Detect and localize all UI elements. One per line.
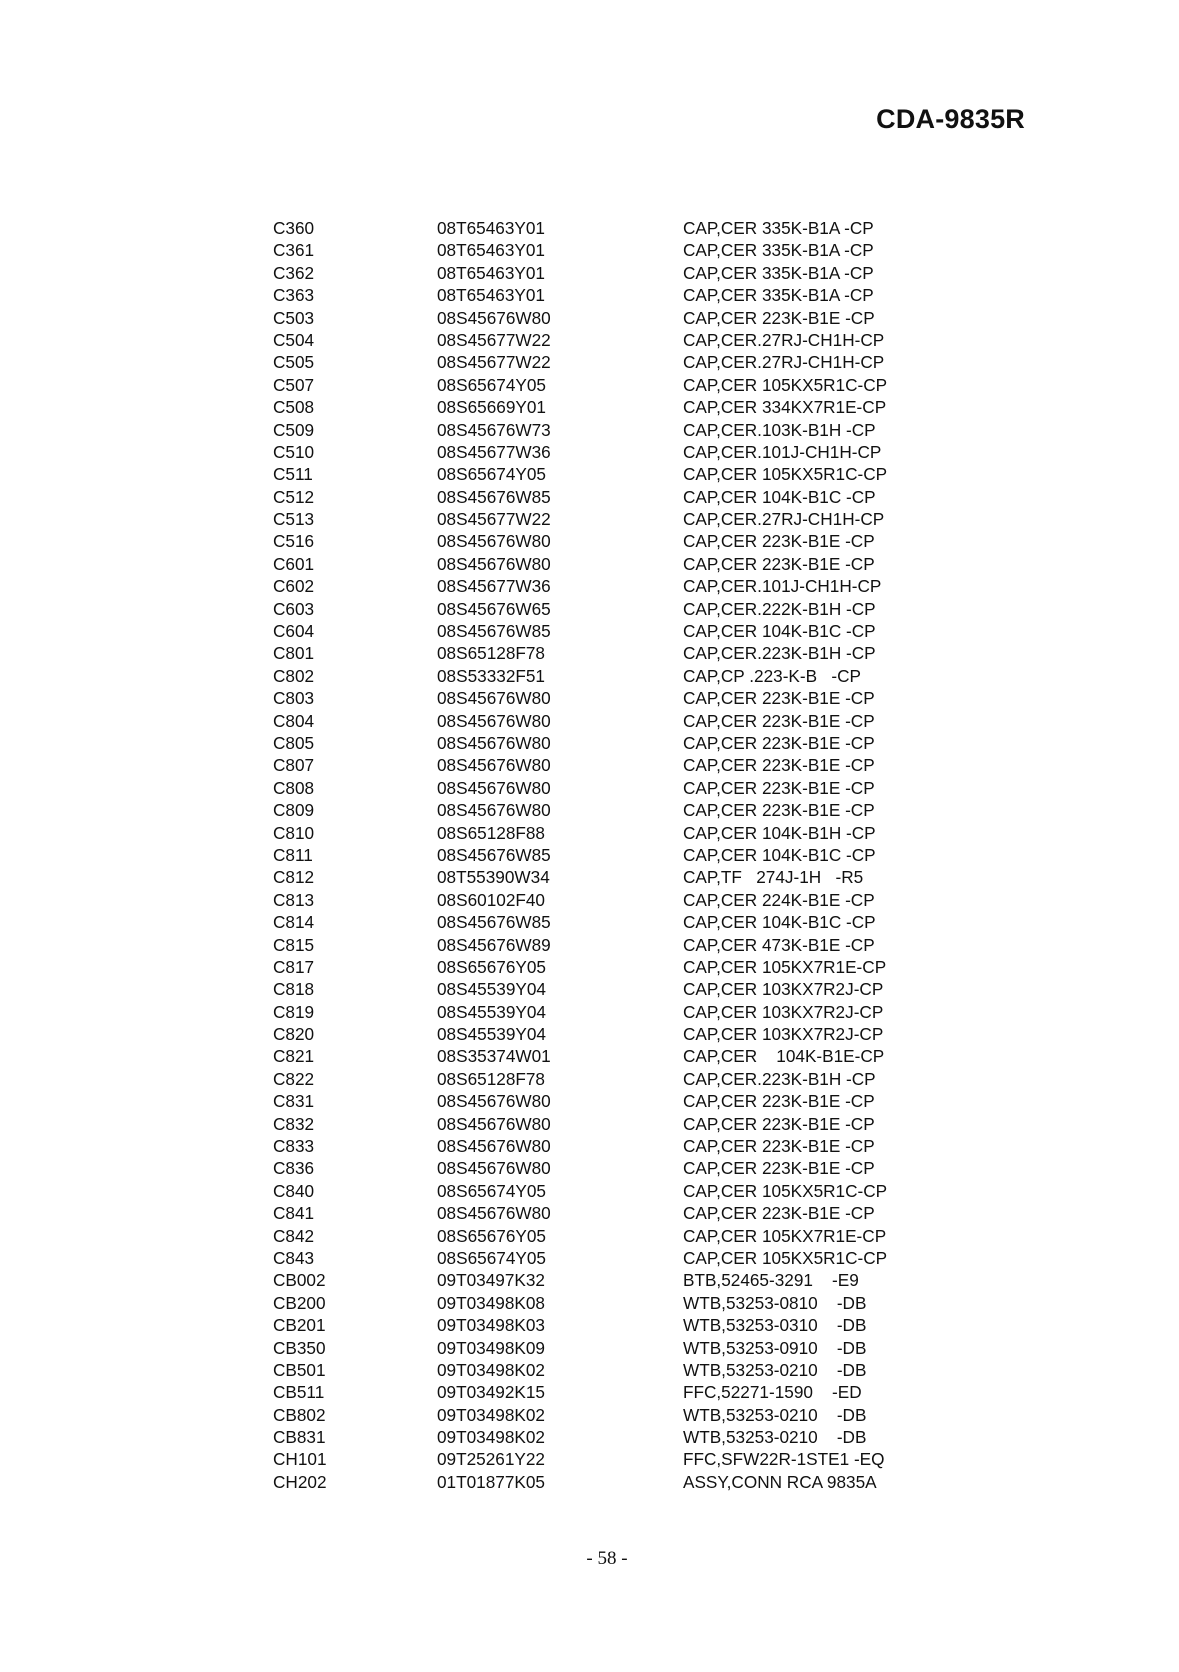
description-cell: FFC,52271-1590 -ED <box>683 1382 862 1403</box>
description-cell: CAP,CER 223K-B1E -CP <box>683 307 875 328</box>
description-cell: CAP,CER 223K-B1E -CP <box>683 732 875 753</box>
part-number-cell: 09T03498K02 <box>437 1359 545 1380</box>
part-number-cell: 08S45676W80 <box>437 800 551 821</box>
part-number-cell: 08S65674Y05 <box>437 1180 546 1201</box>
part-number-cell: 08S45677W22 <box>437 352 551 373</box>
ref-cell: C841 <box>273 1203 315 1224</box>
ref-cell: CB200 <box>273 1292 326 1313</box>
part-number-cell: 08S45676W80 <box>437 1203 551 1224</box>
description-cell: CAP,CER 334KX7R1E-CP <box>683 397 887 418</box>
description-cell: CAP,CER 223K-B1E -CP <box>683 1158 875 1179</box>
description-cell: CAP,CER 103KX7R2J-CP <box>683 1001 884 1022</box>
part-number-cell: 08S45676W80 <box>437 688 551 709</box>
description-cell: CAP,CER 223K-B1E -CP <box>683 553 875 574</box>
description-cell: CAP,CER 104K-B1C -CP <box>683 486 876 507</box>
description-cell: CAP,CER 104K-B1E-CP <box>683 1046 885 1067</box>
ref-cell: C840 <box>273 1180 315 1201</box>
part-number-cell: 08T65463Y01 <box>437 240 545 261</box>
part-number-cell: 08S65674Y05 <box>437 464 546 485</box>
part-number-cell: 08S45677W22 <box>437 509 551 530</box>
ref-cell: C511 <box>273 464 313 485</box>
description-cell: CAP,CER 223K-B1E -CP <box>683 1136 875 1157</box>
description-cell: CAP,CER 104K-B1C -CP <box>683 912 876 933</box>
part-number-cell: 08S53332F51 <box>437 665 545 686</box>
part-number-cell: 08S35374W01 <box>437 1046 551 1067</box>
description-cell: CAP,CER 223K-B1E -CP <box>683 688 875 709</box>
ref-cell: C603 <box>273 598 315 619</box>
part-number-cell: 08S45539Y04 <box>437 1024 546 1045</box>
description-cell: WTB,53253-0210 -DB <box>683 1359 867 1380</box>
description-cell: CAP,CER 223K-B1E -CP <box>683 531 875 552</box>
ref-cell: C360 <box>273 218 315 238</box>
description-cell: CAP,CER 223K-B1E -CP <box>683 777 875 798</box>
ref-cell: CB002 <box>273 1270 326 1291</box>
part-number-cell: 08S45676W80 <box>437 777 551 798</box>
part-number-cell: 08T65463Y01 <box>437 262 545 283</box>
ref-cell: CB511 <box>273 1382 325 1403</box>
ref-cell: C512 <box>273 486 315 507</box>
part-number-cell: 08S45676W80 <box>437 307 551 328</box>
description-cell: CAP,CER 103KX7R2J-CP <box>683 1024 884 1045</box>
ref-cell: C812 <box>273 867 315 888</box>
description-cell: CAP,CER 335K-B1A -CP <box>683 240 874 261</box>
part-number-cell: 09T03498K08 <box>437 1292 545 1313</box>
ref-cell: C507 <box>273 374 315 395</box>
part-number-cell: 08S65128F78 <box>437 1068 545 1089</box>
ref-cell: CB350 <box>273 1337 326 1358</box>
part-number-cell: 08S45677W22 <box>437 329 551 350</box>
ref-cell: C813 <box>273 889 315 910</box>
ref-cell: C820 <box>273 1024 315 1045</box>
part-number-cell: 08S45676W85 <box>437 844 551 865</box>
ref-cell: C819 <box>273 1001 315 1022</box>
part-number-cell: 08S45676W80 <box>437 1136 551 1157</box>
description-cell: WTB,53253-0810 -DB <box>683 1292 867 1313</box>
description-cell: CAP,CER 224K-B1E -CP <box>683 889 875 910</box>
ref-cell: C818 <box>273 979 315 1000</box>
part-number-cell: 01T01877K05 <box>437 1471 545 1492</box>
ref-cell: C807 <box>273 755 315 776</box>
ref-cell: C842 <box>273 1225 315 1246</box>
page-number: - 58 - <box>586 1548 628 1569</box>
ref-cell: C508 <box>273 397 315 418</box>
description-cell: CAP,CP .223-K-B -CP <box>683 665 861 686</box>
description-cell: WTB,53253-0910 -DB <box>683 1337 867 1358</box>
part-number-cell: 08S45676W80 <box>437 710 551 731</box>
description-cell: CAP,CER.223K-B1H -CP <box>683 1068 876 1089</box>
ref-cell: C831 <box>273 1091 315 1112</box>
description-cell: CAP,CER 335K-B1A -CP <box>683 262 874 283</box>
part-number-cell: 08S45539Y04 <box>437 1001 546 1022</box>
ref-cell: C505 <box>273 352 315 373</box>
description-cell: CAP,CER 105KX7R1E-CP <box>683 956 887 977</box>
ref-cell: C604 <box>273 621 315 642</box>
part-number-cell: 09T03498K02 <box>437 1427 545 1448</box>
part-number-cell: 09T03492K15 <box>437 1382 545 1403</box>
description-cell: BTB,52465-3291 -E9 <box>683 1270 859 1291</box>
description-cell: CAP,CER.103K-B1H -CP <box>683 419 876 440</box>
description-cell: CAP,CER 223K-B1E -CP <box>683 755 875 776</box>
ref-cell: CB802 <box>273 1404 326 1425</box>
ref-cell: C836 <box>273 1158 315 1179</box>
description-cell: CAP,CER 104K-B1H -CP <box>683 822 876 843</box>
part-number-cell: 08S60102F40 <box>437 889 545 910</box>
description-cell: ASSY,CONN RCA 9835A <box>683 1471 877 1492</box>
description-cell: CAP,CER 223K-B1E -CP <box>683 1091 875 1112</box>
part-number-cell: 08T65463Y01 <box>437 218 545 238</box>
description-cell: CAP,CER 473K-B1E -CP <box>683 934 875 955</box>
part-number-cell: 08S45677W36 <box>437 441 551 462</box>
ref-cell: C516 <box>273 531 315 552</box>
part-number-cell: 08S45539Y04 <box>437 979 546 1000</box>
description-cell: CAP,CER.101J-CH1H-CP <box>683 576 882 597</box>
part-number-cell: 09T03497K32 <box>437 1270 545 1291</box>
description-cell: CAP,CER.222K-B1H -CP <box>683 598 876 619</box>
description-cell: CAP,TF 274J-1H -R5 <box>683 867 864 888</box>
part-number-cell: 09T03498K03 <box>437 1315 545 1336</box>
part-number-cell: 08T65463Y01 <box>437 285 545 306</box>
description-cell: CAP,CER.27RJ-CH1H-CP <box>683 509 885 530</box>
ref-cell: C832 <box>273 1113 315 1134</box>
model-title: CDA-9835R <box>876 104 1025 134</box>
description-cell: CAP,CER 335K-B1A -CP <box>683 285 874 306</box>
description-cell: CAP,CER 105KX5R1C-CP <box>683 464 888 485</box>
ref-cell: CB501 <box>273 1359 326 1380</box>
description-cell: CAP,CER 223K-B1E -CP <box>683 1203 875 1224</box>
ref-cell: C804 <box>273 710 315 731</box>
part-number-cell: 08S45676W80 <box>437 531 551 552</box>
ref-cell: C809 <box>273 800 315 821</box>
part-number-cell: 08S45676W80 <box>437 732 551 753</box>
description-cell: CAP,CER 223K-B1E -CP <box>683 1113 875 1134</box>
description-cell: CAP,CER 105KX5R1C-CP <box>683 374 888 395</box>
part-number-cell: 08S45676W80 <box>437 1113 551 1134</box>
ref-cell: C822 <box>273 1068 315 1089</box>
ref-cell: C509 <box>273 419 315 440</box>
ref-cell: CB201 <box>273 1315 326 1336</box>
ref-cell: CB831 <box>273 1427 326 1448</box>
ref-cell: C821 <box>273 1046 315 1067</box>
description-cell: CAP,CER 104K-B1C -CP <box>683 621 876 642</box>
description-cell: CAP,CER 335K-B1A -CP <box>683 218 874 238</box>
part-number-cell: 08S45677W36 <box>437 576 551 597</box>
part-number-cell: 08S45676W85 <box>437 486 551 507</box>
ref-cell: C361 <box>273 240 315 261</box>
ref-cell: C363 <box>273 285 315 306</box>
part-number-cell: 08S65669Y01 <box>437 397 546 418</box>
description-cell: CAP,CER 105KX7R1E-CP <box>683 1225 887 1246</box>
part-number-cell: 09T03498K02 <box>437 1404 545 1425</box>
description-cell: WTB,53253-0210 -DB <box>683 1404 867 1425</box>
description-cell: CAP,CER.27RJ-CH1H-CP <box>683 352 885 373</box>
ref-cell: C805 <box>273 732 315 753</box>
ref-cell: C811 <box>273 844 313 865</box>
part-number-cell: 09T03498K09 <box>437 1337 545 1358</box>
part-number-cell: 08T55390W34 <box>437 867 550 888</box>
ref-cell: C833 <box>273 1136 315 1157</box>
ref-cell: C510 <box>273 441 315 462</box>
ref-cell: CH202 <box>273 1471 327 1492</box>
ref-cell: C602 <box>273 576 315 597</box>
part-number-cell: 08S65674Y05 <box>437 1247 546 1268</box>
ref-cell: C601 <box>273 553 315 574</box>
ref-cell: C808 <box>273 777 315 798</box>
ref-cell: C504 <box>273 329 315 350</box>
part-number-cell: 08S45676W89 <box>437 934 551 955</box>
description-cell: CAP,CER.223K-B1H -CP <box>683 643 876 664</box>
part-number-cell: 08S65674Y05 <box>437 374 546 395</box>
ref-cell: CH101 <box>273 1449 327 1470</box>
part-number-cell: 08S65128F88 <box>437 822 545 843</box>
ref-cell: C803 <box>273 688 315 709</box>
description-cell: WTB,53253-0210 -DB <box>683 1427 867 1448</box>
description-cell: CAP,CER 103KX7R2J-CP <box>683 979 884 1000</box>
ref-cell: C843 <box>273 1247 315 1268</box>
description-cell: FFC,SFW22R-1STE1 -EQ <box>683 1449 885 1470</box>
description-cell: CAP,CER 105KX5R1C-CP <box>683 1180 888 1201</box>
part-number-cell: 09T25261Y22 <box>437 1449 545 1470</box>
part-number-cell: 08S45676W65 <box>437 598 551 619</box>
ref-cell: C814 <box>273 912 315 933</box>
description-cell: CAP,CER 104K-B1C -CP <box>683 844 876 865</box>
part-number-cell: 08S45676W80 <box>437 1158 551 1179</box>
part-number-cell: 08S45676W80 <box>437 553 551 574</box>
ref-cell: C503 <box>273 307 315 328</box>
part-number-cell: 08S45676W80 <box>437 755 551 776</box>
ref-cell: C810 <box>273 822 315 843</box>
part-number-cell: 08S65676Y05 <box>437 956 546 977</box>
description-cell: CAP,CER 223K-B1E -CP <box>683 800 875 821</box>
ref-cell: C802 <box>273 665 315 686</box>
ref-cell: C815 <box>273 934 315 955</box>
part-number-cell: 08S45676W80 <box>437 1091 551 1112</box>
ref-cell: C362 <box>273 262 315 283</box>
description-cell: CAP,CER.27RJ-CH1H-CP <box>683 329 885 350</box>
description-cell: WTB,53253-0310 -DB <box>683 1315 867 1336</box>
part-number-cell: 08S45676W85 <box>437 912 551 933</box>
description-cell: CAP,CER 223K-B1E -CP <box>683 710 875 731</box>
part-number-cell: 08S45676W73 <box>437 419 551 440</box>
ref-cell: C513 <box>273 509 315 530</box>
part-number-cell: 08S45676W85 <box>437 621 551 642</box>
part-number-cell: 08S65128F78 <box>437 643 545 664</box>
ref-cell: C801 <box>273 643 315 664</box>
part-number-cell: 08S65676Y05 <box>437 1225 546 1246</box>
description-cell: CAP,CER.101J-CH1H-CP <box>683 441 882 462</box>
description-cell: CAP,CER 105KX5R1C-CP <box>683 1247 888 1268</box>
ref-cell: C817 <box>273 956 315 977</box>
